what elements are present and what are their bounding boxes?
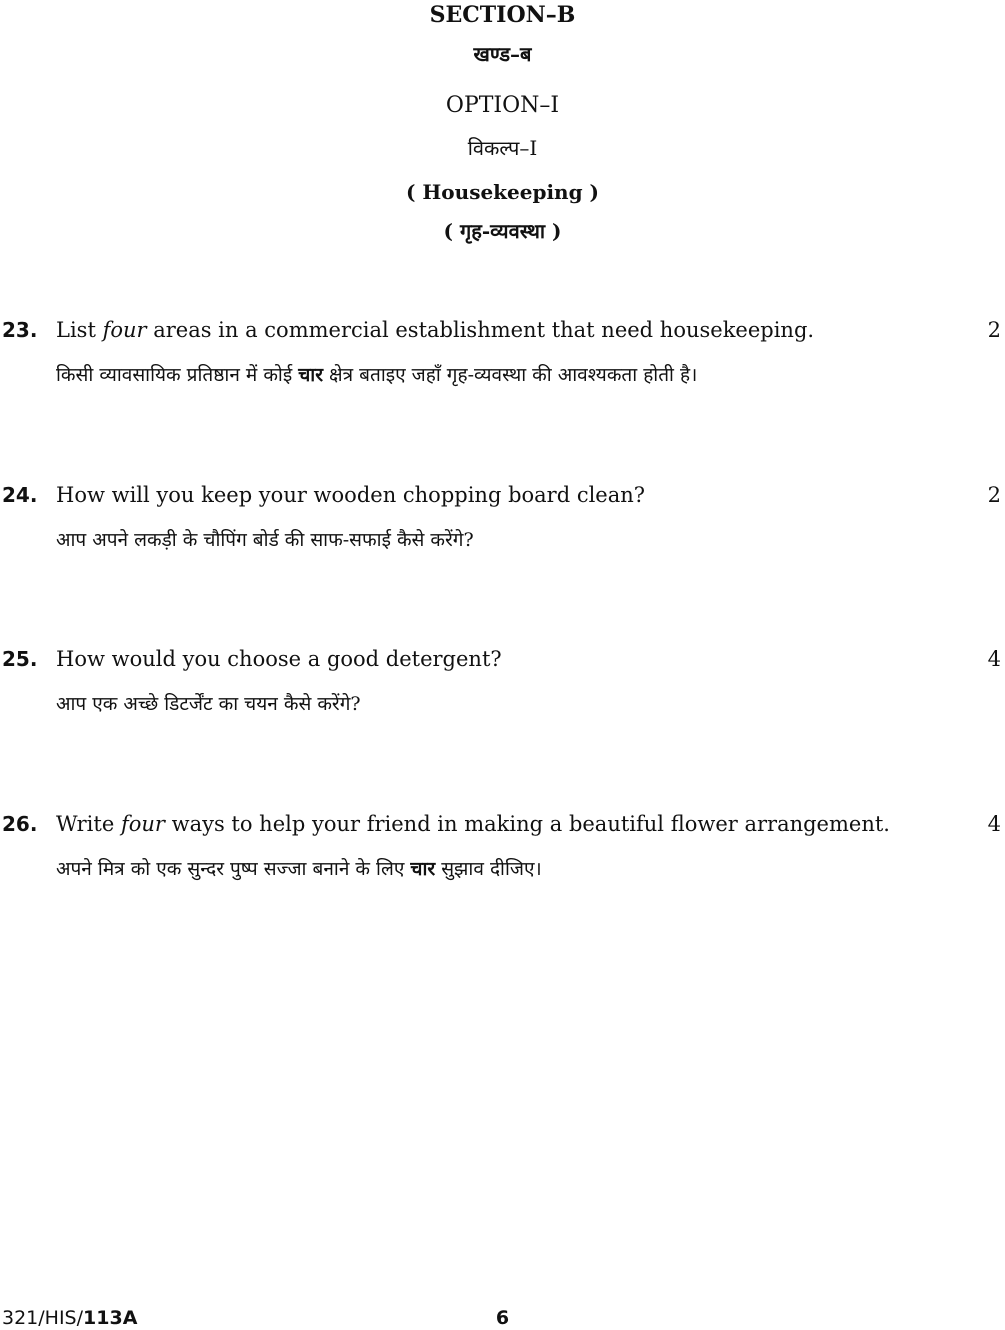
option-title-hindi: विकल्प–I <box>467 136 538 160</box>
question-marks: 4 <box>987 812 1001 836</box>
question-text-hi: आप एक अच्छे डिटर्जेंट का चयन कैसे करेंगे? <box>56 693 361 715</box>
question-text-en: List four areas in a commercial establishment that need housekeeping. <box>56 318 815 342</box>
question-text-hi: किसी व्यावसायिक प्रतिष्ठान में कोई चार क्षेत्र बताइए जहाँ गृह-व्यवस्था की आवश्यकता होती है। <box>56 364 698 386</box>
topic-title-hindi: ( गृह-व्यवस्था ) <box>443 219 562 243</box>
question-marks: 2 <box>987 318 1001 342</box>
question-text-en: How will you keep your wooden chopping board clean? <box>56 483 646 507</box>
question-number: 24. <box>2 483 38 507</box>
question-number: 23. <box>2 318 38 342</box>
topic-title: ( Housekeeping ) <box>405 180 600 204</box>
question-text-hi: अपने मित्र को एक सुन्दर पुष्प सज्जा बनाने के लिए चार सुझाव दीजिए। <box>56 858 542 880</box>
page-number: 6 <box>495 1307 510 1329</box>
section-title: SECTION–B <box>429 2 576 28</box>
question-marks: 4 <box>987 647 1001 671</box>
question-text-en: Write four ways to help your friend in making a beautiful flower arrangement. <box>56 812 890 836</box>
question-number: 26. <box>2 812 38 836</box>
section-title-hindi: खण्ड–ब <box>473 42 532 66</box>
question-marks: 2 <box>987 483 1001 507</box>
option-title: OPTION–I <box>445 93 560 118</box>
question-text-hi: आप अपने लकड़ी के चौपिंग बोर्ड की साफ-सफाई कैसे करेंगे? <box>56 529 474 551</box>
paper-code: 321/HIS/113A <box>2 1307 138 1329</box>
question-number: 25. <box>2 647 38 671</box>
question-text-en: How would you choose a good detergent? <box>56 647 502 671</box>
